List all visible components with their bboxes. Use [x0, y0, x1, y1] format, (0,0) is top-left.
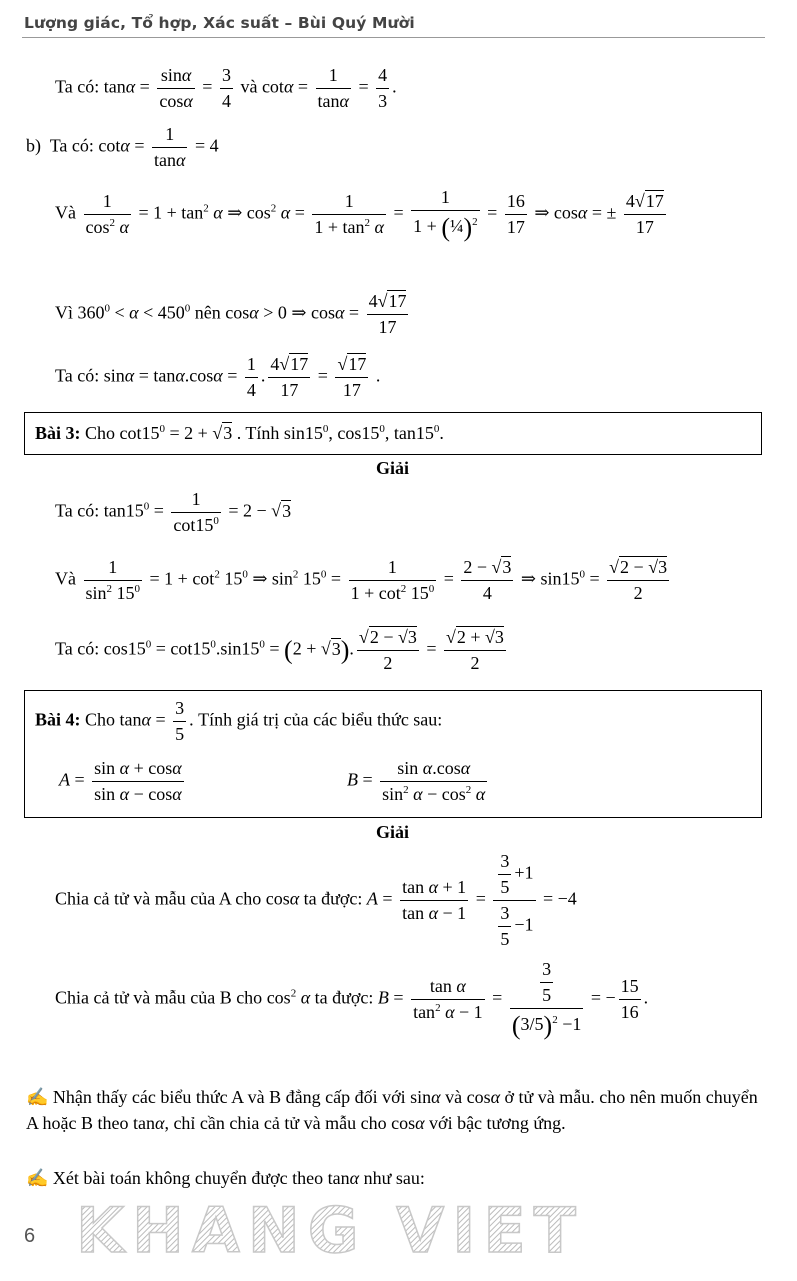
fraction: $\frac{\text{sin α + cosα}}{\text{sin α − cosα}}$	[94, 758, 182, 804]
ta-co-label: Ta có:	[55, 76, 100, 97]
note-text: Nhận thấy các biểu thức A và B đẳng cấp đối với	[52, 1087, 406, 1107]
note-text: như sau:	[363, 1168, 425, 1188]
note-text: tương ứng.	[486, 1113, 566, 1133]
bai4-label: Bài 4:	[35, 709, 81, 730]
bai3-line-1: Ta có: $\tan 15^0$ = $\frac{1}{\cot 15^0}$ = 2 − √3	[55, 489, 292, 535]
fraction: $\frac{4√17}{17}$	[368, 291, 407, 337]
khang-viet-logo	[76, 1198, 766, 1260]
ta-co-label: Ta có:	[55, 500, 100, 521]
fraction: $\frac{1}{\tan\alpha}$	[154, 124, 186, 170]
expression-a: A = $\frac{\text{sin α + cosα}}{\text{sin α − cosα}}$	[59, 758, 182, 804]
fraction: $\frac{\frac{3}{5}}{(3/5)^2 -1}$	[511, 959, 582, 1040]
note-text: Xét bài toán không chuyển được theo	[52, 1168, 324, 1188]
part-b-line-4: Ta có: sinα = tanα.cosα = $\frac{1}{4}$ . $\frac{4√17}{17}$ = $\frac{√17}{17}$ .	[55, 354, 381, 400]
ta-duoc-text: ta được:	[303, 888, 363, 909]
expression-b: B = $\frac{\text{sin α.cosα}}{\sin^2 \alpha - \cos^2 \alpha}$	[347, 758, 486, 804]
period: .	[392, 76, 397, 97]
ta-co-label: Ta có:	[55, 365, 100, 386]
ta-duoc-text: ta được:	[314, 987, 374, 1008]
bai3-problem-box: Bài 3: Cho $\cot 15^0 = 2 + √3$ . Tính $\sin 15^0$, $\cos 15^0$, $\tan 15^0$.	[24, 412, 762, 455]
fraction: $\frac{√2 - √3}{2}$	[358, 627, 417, 673]
fraction: $\frac{1}{\tan\alpha}$	[317, 65, 349, 111]
bai3-solution-heading: Giải	[376, 458, 410, 478]
publisher-logo	[76, 1198, 766, 1265]
fraction: $\frac{1}{\cos^2 \alpha}$	[85, 191, 129, 238]
va-label: Và	[55, 568, 76, 589]
fraction: $\frac{16}{17}$	[506, 191, 525, 238]
page-number: 6	[24, 1225, 36, 1247]
bai4-problem-box: Bài 4: Cho tanα = $\frac{3}{5}$ . Tính giá trị của các biểu thức sau: A = $\frac{\text{sin α + cosα}}{\text{sin α − cosα}}$ B = $\frac{\text{sin α.cosα}}{\sin^2 \alpha - \cos^2 \alpha}$	[24, 690, 762, 818]
fraction: $\frac{1}{1 + \cot^2 15^0}$	[350, 557, 435, 603]
header-rule	[22, 37, 765, 38]
bai4-text: Cho	[85, 709, 116, 730]
bai4-tinh: . Tính giá trị của các biểu thức sau:	[189, 709, 443, 730]
note-text: và	[445, 1087, 463, 1107]
bai3-line-3: Ta có: $\cos 15^0 = \cot 15^0.\sin 15^0 = (2 + √3)$. $\frac{√2 - √3}{2}$ = $\frac{√2 + √3}{2}$	[55, 627, 504, 673]
va-label: Và	[55, 202, 76, 223]
bai3-line-2: Và $\frac{1}{\sin^2 15^0}$ = $1 + \cot^2 15^0$ ⇒ $\sin^2 15^0$ = $\frac{1}{1 + \cot^2 15^0}$ = $\frac{2 - √3}{4}$ ⇒ $\sin 15^0$ = $\frac{√2 - √3}{2}$	[55, 557, 668, 603]
ta-co-label: Ta có:	[55, 638, 100, 659]
fraction: $\frac{4√17}{17}$	[270, 354, 309, 400]
bai3-tinh: . Tính	[236, 423, 280, 443]
chia-b-text: Chia cả tử và mẫu của B cho	[55, 987, 263, 1008]
fraction: $\frac{\text{tan α + 1}}{\text{tan α − 1}}$	[402, 876, 467, 923]
note-1: ✍ Nhận thấy các biểu thức A và B đẳng cấp đối với sinα và cosα ở tử và mẫu. cho nên muốn chuyển A hoặc B theo tanα, chỉ cần chia cả tử và mẫu cho cosα với bậc tương ứng.	[26, 1087, 758, 1133]
fraction: $\frac{√2 - √3}{2}$	[609, 557, 668, 603]
fraction: $\frac{√2 + √3}{2}$	[446, 627, 504, 673]
logo-text: KHANG VIET	[76, 1198, 584, 1260]
part-b-line-2: Và $\frac{1}{\cos^2 \alpha}$ = $1 + \tan^2 \alpha$ ⇒ $\cos^2 \alpha$ = $\frac{1}{1 + \tan^2 \alpha}$ = $\frac{1}{1 + (\frac{1}{4})^2}$ = $\frac{16}{17}$ ⇒ cosα = ± $\frac{4√17}{17}$	[55, 187, 664, 242]
running-header: Lượng giác, Tổ hợp, Xác suất – Bùi Quý Mười	[24, 14, 415, 32]
chia-a-text: Chia cả tử và mẫu của A cho	[55, 888, 262, 909]
fraction: $\frac{3}{4}$	[221, 65, 231, 111]
fraction: $\frac{√17}{17}$	[337, 354, 367, 400]
bai3-text: Cho	[85, 423, 116, 443]
fraction: $\frac{4√17}{17}$	[625, 191, 664, 238]
bai4-line-b: Chia cả tử và mẫu của B cho $\cos^2 \alpha$ ta được: B = $\frac{\text{tan α}}{\tan^2 \alpha - 1}$ = $\frac{\frac{3}{5}}{(3/5)^2 -1}$ = − $\frac{15}{16}$ .	[55, 959, 649, 1040]
part-a-line: Ta có: tanα = $\frac{\sin\alpha}{\cos\alpha}$ = $\frac{3}{4}$ và cotα = $\frac{1}{\tan\alpha}$ = $\frac{4}{3}$ .	[55, 65, 397, 111]
fraction: $\frac{2 - √3}{4}$	[463, 557, 512, 603]
note-2: ✍ Xét bài toán không chuyển được theo tanα như sau:	[26, 1168, 425, 1188]
pen-icon: ✍	[26, 1168, 49, 1188]
note-text: ở tử và mẫu. cho	[504, 1087, 626, 1107]
part-b-line-3: Vì $360^0 < \alpha < 450^0$ nên cosα > 0 ⇒ cosα = $\frac{4√17}{17}$	[55, 291, 407, 337]
fraction: $\frac{3}{5}$	[175, 698, 185, 744]
fraction: $\frac{3}{5}$ +1 $\frac{3}{5}$ −1	[493, 852, 535, 949]
vi-label: Vì	[55, 302, 73, 323]
bai4-line-a: Chia cả tử và mẫu của A cho cosα ta được: A = $\frac{\text{tan α + 1}}{\text{tan α − 1}}$ = $\frac{3}{5}$ +1 $\frac{3}{5}$ −1 = −4	[55, 851, 577, 949]
fraction: $\frac{1}{1 + \tan^2 \alpha}$	[314, 191, 384, 238]
fraction: $\frac{1}{4}$	[246, 354, 256, 400]
fraction: $\frac{\sin\alpha}{\cos\alpha}$	[159, 65, 193, 111]
bai3-label: Bài 3:	[35, 423, 81, 443]
fraction: $\frac{4}{3}$	[378, 65, 388, 111]
note-text: với bậc	[429, 1113, 483, 1133]
pen-icon: ✍	[26, 1087, 49, 1107]
nen-label: nên	[194, 302, 221, 323]
note-text: nên muốn chuyển A hoặc B theo	[26, 1087, 758, 1133]
bai4-solution-heading: Giải	[376, 822, 410, 842]
fraction: $\frac{1}{\cot 15^0}$	[173, 489, 219, 535]
note-text: , chỉ cần chia cả tử và mẫu cho	[164, 1113, 387, 1133]
fraction: $\frac{15}{16}$	[620, 976, 639, 1023]
fraction: $\frac{\text{sin α.cosα}}{\sin^2 \alpha - \cos^2 \alpha}$	[382, 758, 486, 804]
part-b-line-1: b) Ta có: cotα = $\frac{1}{\tan\alpha}$ = 4	[26, 124, 219, 170]
ta-co-label: Ta có:	[49, 135, 94, 156]
part-b-label: b)	[26, 135, 41, 156]
fraction: $\frac{1}{1 + (\frac{1}{4})^2}$	[413, 187, 478, 242]
fraction: $\frac{1}{\sin^2 15^0}$	[85, 557, 141, 603]
va-label: và	[240, 76, 258, 97]
fraction: $\frac{\text{tan α}}{\tan^2 \alpha - 1}$	[413, 976, 483, 1023]
